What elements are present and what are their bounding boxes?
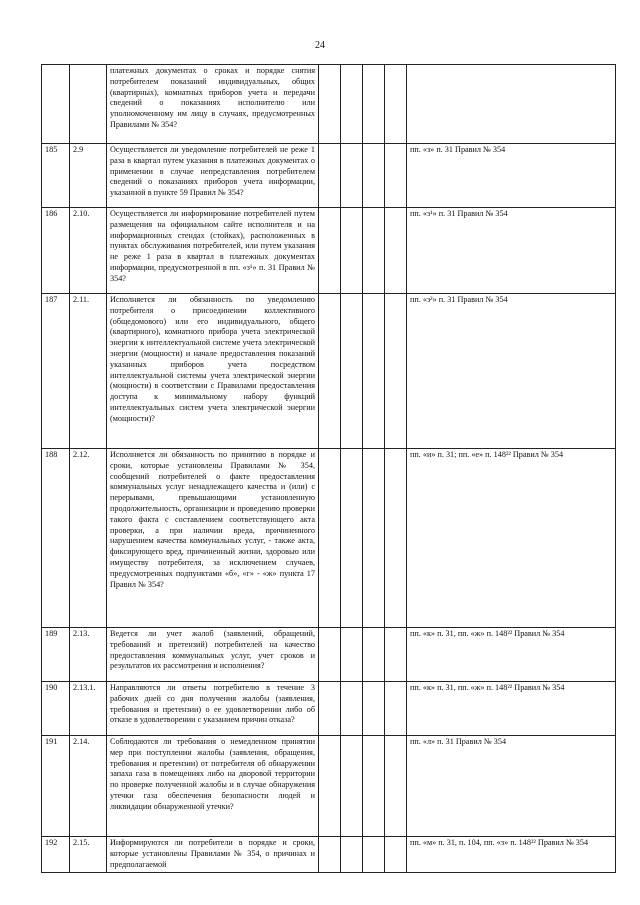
table-row <box>42 449 616 628</box>
answer-cell-na <box>363 449 385 628</box>
table-row <box>42 837 616 873</box>
answer-cell-no <box>341 144 363 208</box>
row-code <box>70 65 107 144</box>
answer-cell-no <box>341 294 363 449</box>
row-code: 2.15. <box>70 837 107 873</box>
row-code: 2.14. <box>70 736 107 837</box>
answer-cell-yes <box>319 65 341 144</box>
row-number: 187 <box>42 294 70 449</box>
answer-cell-na <box>363 628 385 682</box>
answer-cell-no <box>341 736 363 837</box>
row-number: 186 <box>42 208 70 294</box>
answer-cell-na <box>363 65 385 144</box>
row-reference: пп. «м» п. 31, п. 104, пп. «з» п. 148²² Правил № 354 <box>407 837 616 873</box>
checklist-table <box>41 64 616 873</box>
answer-cell-note <box>385 294 407 449</box>
answer-cell-note <box>385 736 407 837</box>
answer-cell-note <box>385 837 407 873</box>
answer-cell-na <box>363 837 385 873</box>
answer-cell-no <box>341 682 363 736</box>
row-number: 188 <box>42 449 70 628</box>
row-question: Исполняется ли обязанность по уведомлению потребителя о присоединении коллективного (общедомового) или его индивидуального, общего (квартирного), комнатного прибора учета электрической энергии к интеллектуальной системе учета электрической энергии (мощности) и начале предоставления показаний указанных приборов учета посредством интеллектуальной системы учета электрической энергии (мощности) в соответствии с Правилами предоставления доступа к минимальному набору функций интеллектуальных систем учета электрической энергии (мощности)? <box>107 294 319 449</box>
row-question: Соблюдаются ли требования о немедленном принятии мер при поступлении жалобы (заявления, обращения, требования и претензии) от потребителя об обнаружении запаха газа в помещениях либо на дворовой территории по проверке полученной жалобы и в случае обнаружения утечки газа обеспечения безопасности людей и ликвидации обнаруженной утечки? <box>107 736 319 837</box>
row-number: 190 <box>42 682 70 736</box>
row-reference: пп. «з» п. 31 Правил № 354 <box>407 144 616 208</box>
row-code: 2.13. <box>70 628 107 682</box>
answer-cell-yes <box>319 294 341 449</box>
answer-cell-no <box>341 837 363 873</box>
table-row <box>42 682 616 736</box>
table-row <box>42 628 616 682</box>
answer-cell-note <box>385 144 407 208</box>
row-number: 191 <box>42 736 70 837</box>
row-number: 185 <box>42 144 70 208</box>
answer-cell-na <box>363 294 385 449</box>
row-reference: пп. «и» п. 31; пп. «е» п. 148²² Правил № 354 <box>407 449 616 628</box>
answer-cell-no <box>341 65 363 144</box>
answer-cell-note <box>385 65 407 144</box>
answer-cell-yes <box>319 208 341 294</box>
row-question: Осуществляется ли информирование потребителей путем размещения на официальном сайте исполнителя и на информационных стендах (стойках), расположенных в пунктах обслуживания потребителей, или путем указания не реже 1 раза в квартал в платежных документах информации, предусмотренной в пп. «з¹» п. 31 Правил № 354? <box>107 208 319 294</box>
row-code: 2.12. <box>70 449 107 628</box>
answer-cell-na <box>363 208 385 294</box>
answer-cell-note <box>385 628 407 682</box>
row-reference: пп. «з²» п. 31 Правил № 354 <box>407 294 616 449</box>
answer-cell-no <box>341 628 363 682</box>
row-reference: пп. «з¹» п. 31 Правил № 354 <box>407 208 616 294</box>
row-code: 2.10. <box>70 208 107 294</box>
row-number: 192 <box>42 837 70 873</box>
row-number: 189 <box>42 628 70 682</box>
answer-cell-na <box>363 682 385 736</box>
row-code: 2.13.1. <box>70 682 107 736</box>
answer-cell-note <box>385 682 407 736</box>
page-number: 24 <box>315 40 325 51</box>
row-question: Осуществляется ли уведомление потребителей не реже 1 раза в квартал путем указания в платежных документах о применении в случае непредставления потребителем сведений о показаниях приборов учета информации, указанной в пункте 59 Правил № 354? <box>107 144 319 208</box>
answer-cell-no <box>341 208 363 294</box>
row-question: Направляются ли ответы потребителю в течение 3 рабочих дней со дня получения жалобы (заявления, требования и претензии) о ее удовлетворении либо об отказе в удовлетворении с указанием причин отказа? <box>107 682 319 736</box>
answer-cell-yes <box>319 628 341 682</box>
answer-cell-note <box>385 449 407 628</box>
row-code: 2.11. <box>70 294 107 449</box>
row-question: Ведется ли учет жалоб (заявлений, обращений, требований и претензий) потребителей на качество предоставления коммунальных услуг, учет сроков и результатов их рассмотрения и исполнения? <box>107 628 319 682</box>
table-row <box>42 208 616 294</box>
row-reference: пп. «к» п. 31, пп. «ж» п. 148²² Правил № 354 <box>407 628 616 682</box>
row-reference: пп. «к» п. 31, пп. «ж» п. 148²² Правил № 354 <box>407 682 616 736</box>
answer-cell-no <box>341 449 363 628</box>
answer-cell-na <box>363 736 385 837</box>
row-question: Информируются ли потребители в порядке и сроки, которые установлены Правилами № 354, о причинах и предполагаемой <box>107 837 319 873</box>
table-row <box>42 736 616 837</box>
answer-cell-yes <box>319 449 341 628</box>
answer-cell-yes <box>319 736 341 837</box>
table-row <box>42 65 616 144</box>
row-code: 2.9 <box>70 144 107 208</box>
row-number <box>42 65 70 144</box>
answer-cell-yes <box>319 837 341 873</box>
row-reference <box>407 65 616 144</box>
answer-cell-yes <box>319 682 341 736</box>
table-row <box>42 294 616 449</box>
answer-cell-note <box>385 208 407 294</box>
answer-cell-na <box>363 144 385 208</box>
row-reference: пп. «л» п. 31 Правил № 354 <box>407 736 616 837</box>
table-row <box>42 144 616 208</box>
row-question: Исполняется ли обязанность по принятию в порядке и сроки, которые установлены Правилами № 354, сообщений потребителей о факте предоставления коммунальных услуг ненадлежащего качества и (или) с перерывами, превышающими установленную продолжительность, организации и проведению проверки такого факта с составлением соответствующего акта проверки, а при наличии вреда, причиненного нарушением качества коммунальных услуг, - также акта, фиксирующего вред, причиненный жизни, здоровью или имуществу потребителя, за исключением случаев, предусмотренных подпунктами «б», «г» - «ж» пункта 17 Правил № 354? <box>107 449 319 628</box>
answer-cell-yes <box>319 144 341 208</box>
row-question: платежных документах о сроках и порядке снятия потребителем показаний индивидуальных, общих (квартирных), комнатных приборов учета и передачи сведений о показаниях исполнителю или уполномоченному им лицу в случаях, предусмотренных Правилами № 354? <box>107 65 319 144</box>
